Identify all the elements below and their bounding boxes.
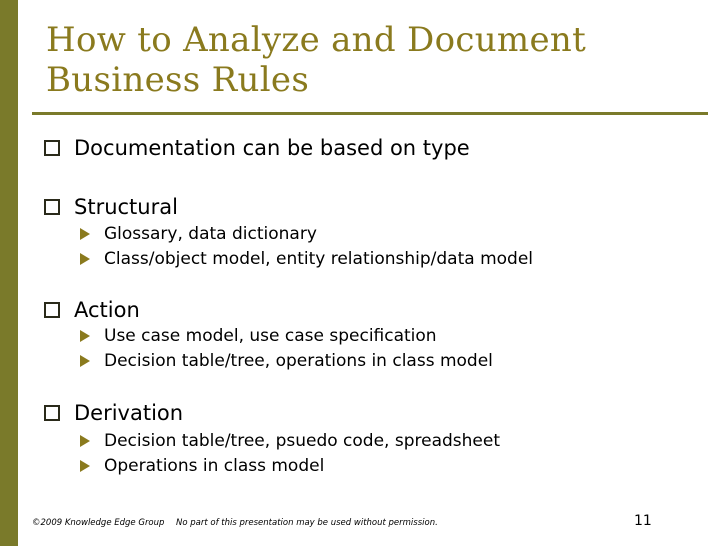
sub-bullet-text: Use case model, use case specification <box>104 326 437 346</box>
slide-title-line-2: Business Rules <box>46 60 310 100</box>
triangle-bullet-icon <box>80 253 90 265</box>
sub-bullet-text: Glossary, data dictionary <box>104 224 317 244</box>
triangle-bullet-icon <box>80 355 90 367</box>
sub-bullet-glossary <box>80 223 317 245</box>
bullet-derivation <box>44 400 183 426</box>
slide-title <box>46 20 686 100</box>
footer-permission-notice: No part of this presentation may be used without permission. <box>176 518 438 528</box>
sub-bullet-text: Class/object model, entity relationship/data model <box>104 249 534 269</box>
square-bullet-icon <box>44 199 60 215</box>
sub-bullet-operations-in-class-model <box>80 455 324 477</box>
sub-bullet-use-case-model <box>80 325 437 347</box>
triangle-bullet-icon <box>80 228 90 240</box>
sub-bullet-text: Decision table/tree, operations in class model <box>104 351 493 371</box>
slide-page-number: 11 <box>634 513 652 529</box>
bullet-text: Structural <box>74 195 178 219</box>
triangle-bullet-icon <box>80 330 90 342</box>
square-bullet-icon <box>44 302 60 318</box>
bullet-text: Documentation can be based on type <box>74 136 470 160</box>
bullet-text: Action <box>74 298 140 322</box>
sub-bullet-decision-table-pseudo-code <box>80 430 500 452</box>
triangle-bullet-icon <box>80 460 90 472</box>
sub-bullet-class-object-model <box>80 248 533 270</box>
slide-title-line-1: How to Analyze and Document <box>46 20 587 60</box>
bullet-documentation <box>44 135 470 161</box>
bullet-action <box>44 297 140 323</box>
square-bullet-icon <box>44 405 60 421</box>
triangle-bullet-icon <box>80 435 90 447</box>
bullet-structural <box>44 194 178 220</box>
slide-side-bar <box>0 0 18 546</box>
sub-bullet-text: Decision table/tree, psuedo code, spreadsheet <box>104 431 500 451</box>
sub-bullet-decision-table-operations <box>80 350 493 372</box>
title-underline-rule <box>32 112 708 115</box>
bullet-text: Derivation <box>74 401 184 425</box>
footer-copyright: ©2009 Knowledge Edge Group <box>32 518 165 528</box>
square-bullet-icon <box>44 140 60 156</box>
sub-bullet-text: Operations in class model <box>104 456 325 476</box>
